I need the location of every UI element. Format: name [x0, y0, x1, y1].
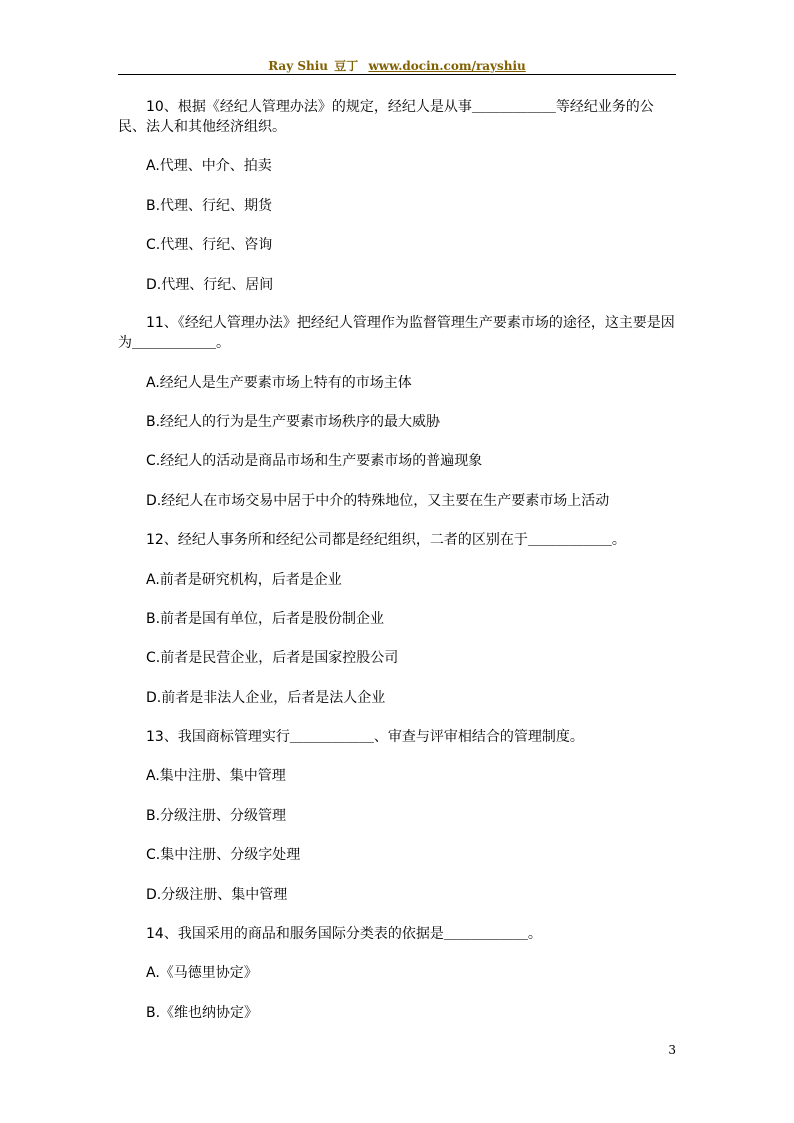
question-13-option-c: C.集中注册、分级字处理	[146, 847, 301, 864]
question-13-option-a: A.集中注册、集中管理	[146, 768, 286, 785]
question-11-option-b: B.经纪人的行为是生产要素市场秩序的最大威胁	[146, 413, 441, 430]
header-author: Ray Shiu	[268, 59, 329, 73]
question-11-option-d: D.经纪人在市场交易中居于中介的特殊地位，又主要在生产要素市场上活动	[146, 492, 610, 509]
question-14-stem: 14、我国采用的商品和服务国际分类表的依据是＿＿＿＿＿＿。	[146, 926, 542, 943]
question-14-option-b: B.《维也纳协定》	[146, 1004, 259, 1021]
question-12-option-b: B.前者是国有单位，后者是股份制企业	[146, 610, 385, 627]
question-11-option-a: A.经纪人是生产要素市场上特有的市场主体	[146, 374, 412, 391]
document-body	[118, 97, 678, 1023]
header-site-name: 豆丁	[334, 59, 359, 73]
header-divider	[118, 74, 676, 75]
question-10-stem: 10、根据《经纪人管理办法》的规定，经纪人是从事＿＿＿＿＿＿等经纪业务的公民、法人和其他经济组织。	[118, 99, 654, 135]
question-10-option-c: C.代理、行纪、咨询	[146, 237, 273, 254]
page-number: 3	[668, 1043, 676, 1057]
question-12-option-d: D.前者是非法人企业，后者是法人企业	[146, 689, 386, 706]
page-header	[118, 58, 676, 74]
question-10-option-a: A.代理、中介、拍卖	[146, 158, 272, 175]
question-13-option-b: B.分级注册、分级管理	[146, 807, 287, 824]
question-10-option-b: B.代理、行纪、期货	[146, 197, 273, 214]
question-10-option-d: D.代理、行纪、居间	[146, 276, 274, 293]
question-13-stem: 13、我国商标管理实行＿＿＿＿＿＿、审查与评审相结合的管理制度。	[146, 729, 584, 746]
header-url-link[interactable]: www.docin.com/rayshiu	[368, 59, 526, 73]
question-12-stem: 12、经纪人事务所和经纪公司都是经纪组织，二者的区别在于＿＿＿＿＿＿。	[146, 532, 626, 549]
question-13-option-d: D.分级注册、集中管理	[146, 886, 288, 903]
question-12-option-a: A.前者是研究机构，后者是企业	[146, 571, 342, 588]
question-14-option-a: A.《马德里协定》	[146, 965, 258, 982]
question-12-option-c: C.前者是民营企业，后者是国家控股公司	[146, 650, 399, 667]
question-11-stem: 11、《经纪人管理办法》把经纪人管理作为监督管理生产要素市场的途径，这主要是因为＿＿＿＿＿＿。	[118, 315, 675, 352]
question-11-option-c: C.经纪人的活动是商品市场和生产要素市场的普遍现象	[146, 453, 483, 470]
